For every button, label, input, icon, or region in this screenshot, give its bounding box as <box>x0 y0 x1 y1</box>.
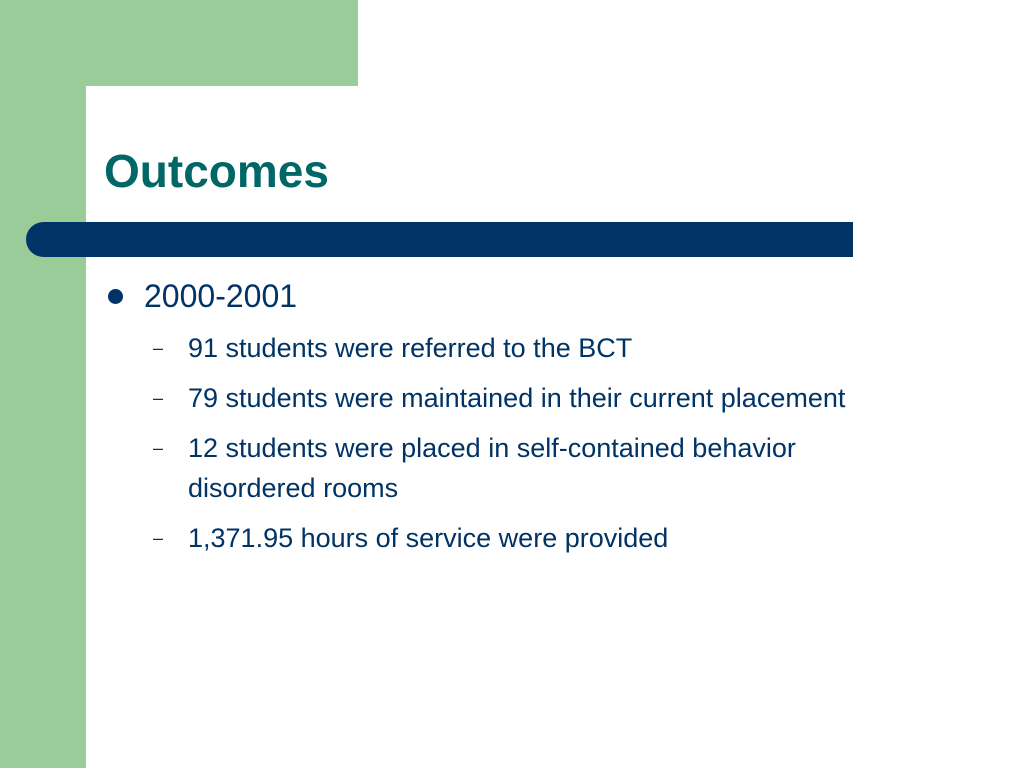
bullet-list <box>104 276 864 568</box>
sub-bullet-item <box>104 328 864 368</box>
dash-bullet-icon: – <box>153 528 164 548</box>
sub-bullet-item <box>104 428 864 508</box>
sub-bullet-item <box>104 518 864 558</box>
bullet-item <box>104 276 864 316</box>
sub-bullet-text: 91 students were referred to the BCT <box>188 333 633 363</box>
sub-bullet-item <box>104 378 864 418</box>
sub-bullet-text: 12 students were placed in self-contained behavior disordered rooms <box>188 433 796 503</box>
round-bullet-icon <box>108 289 123 304</box>
sub-bullet-list <box>104 328 864 558</box>
dash-bullet-icon: – <box>153 338 164 358</box>
bullet-text: 2000-2001 <box>144 278 298 314</box>
dash-bullet-icon: – <box>153 438 164 458</box>
sub-bullet-text: 1,371.95 hours of service were provided <box>188 523 669 553</box>
sub-bullet-text: 79 students were maintained in their current placement <box>188 383 846 413</box>
slide-title: Outcomes <box>104 145 329 197</box>
dash-bullet-icon: – <box>153 388 164 408</box>
title-underline-bar <box>26 222 853 257</box>
green-top-band <box>0 0 358 86</box>
green-left-band <box>0 0 86 768</box>
